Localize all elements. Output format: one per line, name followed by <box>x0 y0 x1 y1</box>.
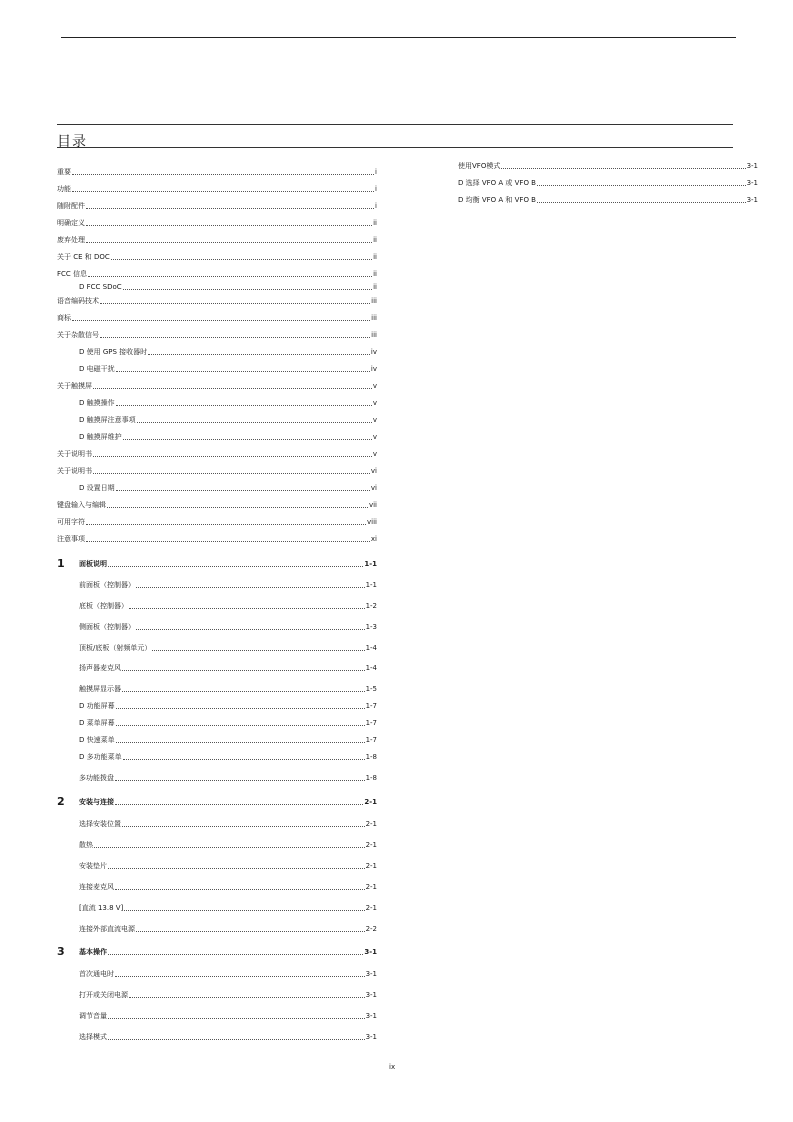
toc-entry-label: 键盘输入与编辑 <box>57 501 106 509</box>
toc-entry-page: 1-5 <box>365 685 377 693</box>
toc-entry-page: ii <box>373 236 377 244</box>
dot-leader <box>100 303 370 304</box>
toc-entry-page: 3-1 <box>364 948 377 956</box>
toc-entry[interactable] <box>57 236 377 244</box>
toc-entry-page: iv <box>370 365 377 373</box>
toc-entry-label: 使用VFO模式 <box>458 162 501 170</box>
toc-entry-label: 商标 <box>57 314 71 322</box>
dot-leader <box>136 587 365 588</box>
dot-leader <box>115 889 365 890</box>
toc-entry-label: D 均衡 VFO A 和 VFO B <box>458 196 536 204</box>
toc-entry-page: xi <box>370 535 377 543</box>
dot-leader <box>86 208 374 209</box>
dot-leader <box>136 629 365 630</box>
toc-entry[interactable] <box>79 602 377 610</box>
toc-entry[interactable] <box>79 365 377 373</box>
toc-entry-page: i <box>375 202 377 210</box>
toc-entry-page: 1-1 <box>365 581 377 589</box>
toc-entry-page: 1-4 <box>365 664 377 672</box>
toc-entry[interactable] <box>57 297 377 305</box>
dot-leader <box>501 168 745 169</box>
toc-entry-page: 3-1 <box>746 162 758 170</box>
dot-leader <box>123 289 372 290</box>
toc-entry-page: iii <box>371 331 377 339</box>
toc-entry-label: D 触摸屏维护 <box>79 433 122 441</box>
title-rule-top <box>57 124 733 125</box>
toc-entry-label: 打开或关闭电源 <box>79 991 128 999</box>
toc-entry[interactable] <box>57 314 377 322</box>
dot-leader <box>116 742 365 743</box>
toc-entry-page: 3-1 <box>746 179 758 187</box>
toc-entry-label: 安装与连接 <box>79 798 114 806</box>
toc-entry-label: D 电磁干扰 <box>79 365 115 373</box>
toc-entry-page: 1-8 <box>365 753 377 761</box>
toc-entry[interactable] <box>79 581 377 589</box>
toc-entry-label: D 使用 GPS 接收器时 <box>79 348 148 356</box>
dot-leader <box>108 566 363 567</box>
dot-leader <box>537 185 746 186</box>
toc-entry[interactable] <box>79 862 377 870</box>
toc-entry-label: 废弃处理 <box>57 236 85 244</box>
toc-entry-page: v <box>372 382 377 390</box>
dot-leader <box>86 541 370 542</box>
toc-entry[interactable] <box>57 331 377 339</box>
toc-entry-label: 关于说明书 <box>57 450 92 458</box>
dot-leader <box>122 691 365 692</box>
toc-entry-page: 1-7 <box>365 702 377 710</box>
dot-leader <box>86 242 372 243</box>
toc-entry-page: 2-1 <box>365 841 377 849</box>
toc-entry[interactable] <box>57 501 377 509</box>
toc-entry-label: 连接麦克风 <box>79 883 114 891</box>
toc-entry-page: viii <box>367 518 377 526</box>
toc-entry-page: vi <box>370 484 377 492</box>
dot-leader <box>72 191 374 192</box>
toc-entry-label: D 菜单屏幕 <box>79 719 115 727</box>
toc-entry-label: D 设置日期 <box>79 484 115 492</box>
dot-leader <box>123 759 365 760</box>
toc-entry-label: 顶板/底板（射频单元） <box>79 644 152 652</box>
toc-entry[interactable] <box>57 202 377 210</box>
toc-entry-label: 可用字符 <box>57 518 85 526</box>
toc-entry-label: D FCC SDoC <box>79 283 122 291</box>
toc-entry-page: i <box>375 185 377 193</box>
toc-entry[interactable] <box>57 467 377 475</box>
toc-entry[interactable] <box>79 484 377 492</box>
toc-entry-label: [直流 13.8 V] <box>79 904 124 912</box>
toc-entry[interactable] <box>79 416 377 424</box>
dot-leader <box>537 202 746 203</box>
toc-entry-label: 首次通电时 <box>79 970 114 978</box>
dot-leader <box>93 473 370 474</box>
toc-entry[interactable] <box>79 560 377 568</box>
toc-entry-page: 2-1 <box>365 820 377 828</box>
dot-leader <box>108 1039 365 1040</box>
toc-entry[interactable] <box>79 719 377 727</box>
dot-leader <box>116 708 365 709</box>
toc-entry-page: 3-1 <box>746 196 758 204</box>
toc-entry[interactable] <box>79 348 377 356</box>
toc-entry-page: ii <box>373 219 377 227</box>
toc-entry[interactable] <box>57 253 377 261</box>
toc-entry[interactable] <box>79 820 377 828</box>
toc-entry-page: 2-1 <box>365 862 377 870</box>
dot-leader <box>88 276 372 277</box>
toc-entry-label: 明确定义 <box>57 219 85 227</box>
toc-entry-page: 3-1 <box>365 970 377 978</box>
toc-entry-page: 2-2 <box>365 925 377 933</box>
toc-entry-label: 选择模式 <box>79 1033 107 1041</box>
toc-entry[interactable] <box>79 1012 377 1020</box>
toc-entry[interactable] <box>79 948 377 956</box>
dot-leader <box>116 725 365 726</box>
dot-leader <box>152 650 364 651</box>
toc-entry[interactable] <box>57 535 377 543</box>
dot-leader <box>111 259 372 260</box>
dot-leader <box>116 371 370 372</box>
toc-entry[interactable] <box>79 841 377 849</box>
chapter-number: 2 <box>57 795 65 808</box>
toc-entry-label: 注意事项 <box>57 535 85 543</box>
dot-leader <box>115 780 365 781</box>
toc-entry[interactable] <box>79 798 377 806</box>
toc-entry-label: 基本操作 <box>79 948 107 956</box>
toc-entry-page: i <box>375 168 377 176</box>
dot-leader <box>86 524 366 525</box>
toc-entry-label: 关于 CE 和 DOC <box>57 253 110 261</box>
toc-entry-label: 语音编码技术 <box>57 297 99 305</box>
dot-leader <box>148 354 370 355</box>
toc-entry[interactable] <box>79 685 377 693</box>
toc-entry-label: D 选择 VFO A 或 VFO B <box>458 179 536 187</box>
toc-entry-page: 1-4 <box>365 644 377 652</box>
chapter-number: 3 <box>57 945 65 958</box>
dot-leader <box>115 804 363 805</box>
toc-entry[interactable] <box>79 399 377 407</box>
toc-entry-page: 2-1 <box>365 883 377 891</box>
dot-leader <box>93 456 372 457</box>
dot-leader <box>123 439 372 440</box>
toc-entry-label: 随附配件 <box>57 202 85 210</box>
toc-entry[interactable] <box>79 736 377 744</box>
dot-leader <box>100 337 370 338</box>
toc-entry-label: D 功能屏幕 <box>79 702 115 710</box>
toc-entry[interactable] <box>57 185 377 193</box>
toc-entry-page: 1-7 <box>365 736 377 744</box>
toc-entry[interactable] <box>79 925 377 933</box>
title-rule-bottom <box>57 147 733 148</box>
toc-entry-page: v <box>372 416 377 424</box>
toc-entry-label: D 多功能菜单 <box>79 753 122 761</box>
dot-leader <box>108 1018 365 1019</box>
toc-entry-page: 1-7 <box>365 719 377 727</box>
dot-leader <box>115 976 365 977</box>
toc-entry-page: iii <box>371 314 377 322</box>
dot-leader <box>116 405 372 406</box>
dot-leader <box>116 490 370 491</box>
dot-leader <box>94 847 365 848</box>
toc-entry[interactable] <box>458 162 758 170</box>
toc-entry-label: 扬声器麦克风 <box>79 664 121 672</box>
toc-entry[interactable] <box>57 518 377 526</box>
toc-entry-page: 1-1 <box>364 560 377 568</box>
toc-entry-page: iii <box>371 297 377 305</box>
toc-entry[interactable] <box>57 168 377 176</box>
toc-entry[interactable] <box>79 283 377 291</box>
toc-entry[interactable] <box>57 382 377 390</box>
toc-entry[interactable] <box>79 644 377 652</box>
page-title: 目录 <box>57 134 87 150</box>
dot-leader <box>124 910 364 911</box>
toc-entry-label: 选择安装位置 <box>79 820 121 828</box>
toc-entry-label: 散热 <box>79 841 93 849</box>
toc-entry-page: vi <box>370 467 377 475</box>
dot-leader <box>122 826 365 827</box>
toc-entry-page: v <box>372 399 377 407</box>
toc-entry-page: v <box>372 450 377 458</box>
toc-entry-label: 连接外部直流电源 <box>79 925 135 933</box>
header-rule <box>61 37 736 38</box>
toc-entry[interactable] <box>79 433 377 441</box>
toc-entry-label: 侧面板（控制器） <box>79 623 135 631</box>
toc-entry[interactable] <box>79 991 377 999</box>
toc-entry-label: 关于说明书 <box>57 467 92 475</box>
toc-entry[interactable] <box>79 883 377 891</box>
toc-entry[interactable] <box>79 664 377 672</box>
toc-entry-label: 关于杂散信号 <box>57 331 99 339</box>
dot-leader <box>72 174 374 175</box>
toc-entry-label: 调节音量 <box>79 1012 107 1020</box>
toc-entry[interactable] <box>79 753 377 761</box>
toc-entry[interactable] <box>79 623 377 631</box>
page-number: ix <box>389 1063 396 1071</box>
toc-entry-label: 重要 <box>57 168 71 176</box>
toc-entry[interactable] <box>79 1033 377 1041</box>
toc-entry-label: FCC 信息 <box>57 270 88 278</box>
toc-entry[interactable] <box>458 196 758 204</box>
toc-entry[interactable] <box>57 450 377 458</box>
toc-entry-page: 2-1 <box>365 904 377 912</box>
dot-leader <box>129 997 365 998</box>
toc-entry-label: 触摸屏显示器 <box>79 685 121 693</box>
toc-entry-label: 底板（控制器） <box>79 602 128 610</box>
toc-entry-page: 1-2 <box>365 602 377 610</box>
toc-entry-page: 2-1 <box>364 798 377 806</box>
toc-entry-label: 多功能拨盘 <box>79 774 114 782</box>
toc-entry-page: 3-1 <box>365 1033 377 1041</box>
toc-entry-page: v <box>372 433 377 441</box>
toc-entry-page: ii <box>373 283 377 291</box>
toc-entry[interactable] <box>458 179 758 187</box>
dot-leader <box>107 507 368 508</box>
toc-entry[interactable] <box>79 970 377 978</box>
toc-entry[interactable] <box>57 219 377 227</box>
dot-leader <box>108 954 363 955</box>
toc-entry-page: 3-1 <box>365 991 377 999</box>
toc-entry-label: D 触摸操作 <box>79 399 115 407</box>
toc-entry-label: 功能 <box>57 185 71 193</box>
toc-entry-label: 关于触摸屏 <box>57 382 92 390</box>
toc-entry-page: ii <box>373 270 377 278</box>
dot-leader <box>136 931 365 932</box>
dot-leader <box>137 422 372 423</box>
toc-entry-label: D 快速菜单 <box>79 736 115 744</box>
toc-entry-page: 1-8 <box>365 774 377 782</box>
toc-entry-label: 安装垫片 <box>79 862 107 870</box>
toc-entry-page: 3-1 <box>365 1012 377 1020</box>
dot-leader <box>108 868 365 869</box>
toc-entry[interactable] <box>79 904 377 912</box>
toc-entry-page: vii <box>368 501 377 509</box>
dot-leader <box>72 320 370 321</box>
dot-leader <box>86 225 372 226</box>
toc-entry-page: 1-3 <box>365 623 377 631</box>
toc-entry-label: 前面板（控制器） <box>79 581 135 589</box>
dot-leader <box>93 388 372 389</box>
toc-entry-page: iv <box>370 348 377 356</box>
toc-entry[interactable] <box>57 270 377 278</box>
toc-entry[interactable] <box>79 774 377 782</box>
toc-entry-label: 面板说明 <box>79 560 107 568</box>
dot-leader <box>129 608 365 609</box>
toc-entry-page: ii <box>373 253 377 261</box>
chapter-number: 1 <box>57 557 65 570</box>
toc-entry-label: D 触摸屏注意事项 <box>79 416 136 424</box>
toc-entry[interactable] <box>79 702 377 710</box>
dot-leader <box>122 670 365 671</box>
